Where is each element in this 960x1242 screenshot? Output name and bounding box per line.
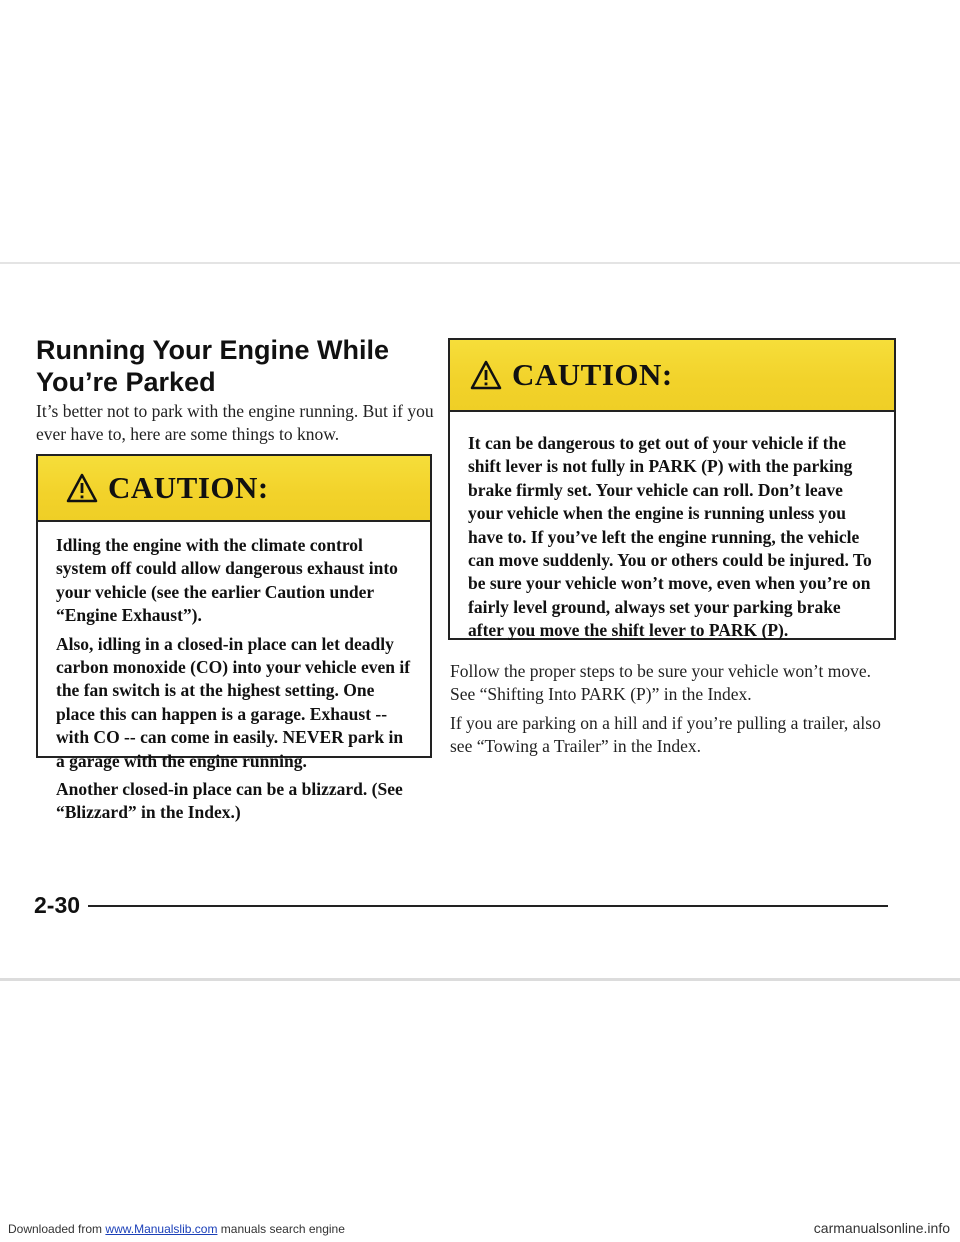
caution-paragraph: It can be dangerous to get out of your vehicle if the shift lever is not fully in PARK (P) with the parking brake firmly set. Your vehicle can roll. Don’t leave your vehicle when the engine is running unless you have to. If you’ve left the engine running, the vehicle can move suddenly. You or others could be injured. To be sure your vehicle won’t move, even when you’re on fairly level ground, always set your parking brake after you move the shift lever to PARK (P).	[468, 433, 872, 641]
caution-paragraph: Idling the engine with the climate control system off could allow dangerous exhaust into your vehicle (see the earlier Caution under “Engine Exhaust”).	[56, 535, 398, 626]
caution-box-exhaust	[36, 454, 432, 823]
caution-paragraph: Also, idling in a closed-in place can let deadly carbon monoxide (CO) into your vehicle even if the fan switch is at the highest setting. One place this can happen is a garage. Exhaust -- with CO -- can come in easily. NEVER park in a garage with the engine running.	[56, 633, 411, 771]
caution-body	[56, 534, 416, 830]
page-top-edge	[0, 262, 960, 264]
footer-suffix: manuals search engine	[220, 1222, 345, 1236]
follow-paragraph: If you are parking on a hill and if you’re pulling a trailer, also see “Towing a Trailer” in the Index.	[450, 713, 881, 756]
caution-body	[468, 432, 880, 648]
section-heading	[36, 334, 456, 398]
intro-paragraph: It’s better not to park with the engine running. But if you ever have to, here are some things to know.	[36, 401, 434, 444]
caution-paragraph: Another closed-in place can be a blizzard. (See “Blizzard” in the Index.)	[56, 779, 403, 823]
caution-header	[38, 456, 430, 522]
caution-header	[450, 340, 894, 412]
download-footer	[8, 1222, 345, 1236]
manualslib-link[interactable]: www.Manualslib.com	[105, 1222, 218, 1236]
page-bottom-edge	[0, 978, 960, 981]
warning-triangle-icon	[470, 360, 502, 390]
section-title-line-1: Running Your Engine While	[36, 335, 389, 365]
caution-title: CAUTION:	[108, 470, 269, 505]
follow-paragraph: Follow the proper steps to be sure your vehicle won’t move. See “Shifting Into PARK (P)” in the Index.	[450, 661, 872, 704]
page-number: 2-30	[34, 892, 81, 918]
footer-prefix: Downloaded from	[8, 1222, 103, 1236]
watermark-text: carmanualsonline.info	[813, 1220, 950, 1236]
section-title-line-2: You’re Parked	[36, 367, 216, 397]
follow-up-text	[450, 660, 890, 764]
caution-box-park	[448, 338, 896, 640]
page-rule	[88, 905, 888, 907]
caution-title: CAUTION:	[512, 357, 673, 392]
warning-triangle-icon	[66, 473, 98, 503]
